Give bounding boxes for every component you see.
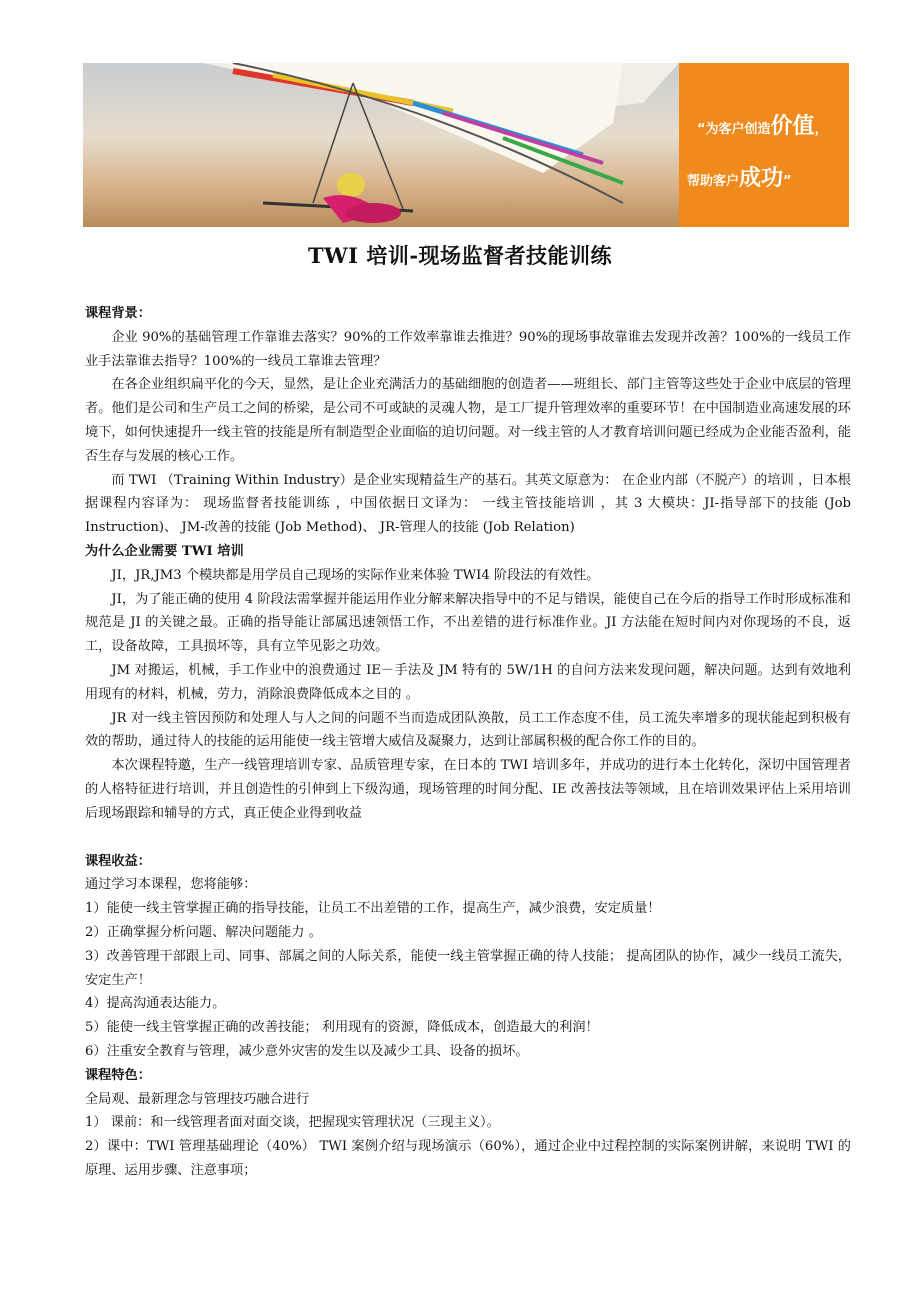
list-item: 1）能使一线主管掌握正确的指导技能，让员工不出差错的工作，提高生产，减少浪费，安定质量！ xyxy=(85,901,661,917)
section-heading-why: 为什么企业需要 TWI 培训 xyxy=(85,543,244,559)
document-body xyxy=(85,302,851,1183)
list-item: 2）正确掌握分析问题、解决问题能力 。 xyxy=(85,924,322,940)
paragraph: 本次课程特邀，生产一线管理培训专家、品质管理专家，在日本的 TWI 培训多年，并成功的进行本土化转化，深切中国管理者的人格特征进行培训，并且创造性的引伸到上下级沟通，现场管理的时间分配、IE 改善技法等领域，且在培训效果评估上采用培训后现场跟踪和辅导的方式，真正使企业得到收益 xyxy=(85,758,851,821)
list-item: 4）提高沟通表达能力。 xyxy=(85,996,226,1012)
slogan-line-1 xyxy=(697,109,828,140)
paragraph: 企业 90%的基础管理工作靠谁去落实？90%的工作效率靠谁去推进？90%的现场事故靠谁去发现并改善？100%的一线员工作业手法靠谁去指导？100%的一线员工靠谁去管理？ xyxy=(85,329,851,369)
header-banner xyxy=(83,63,849,227)
slogan-panel xyxy=(679,63,849,227)
list-item: 6）注重安全教育与管理，减少意外灾害的发生以及减少工具、设备的损坏。 xyxy=(85,1043,529,1059)
section-heading-background: 课程背景： xyxy=(85,306,151,321)
features-intro: 全局观、最新理念与管理技巧融合进行 xyxy=(85,1091,310,1107)
benefits-intro: 通过学习本课程，您将能够： xyxy=(85,877,257,893)
slogan-emphasis: 价值 xyxy=(770,114,815,139)
paragraph: JM 对搬运，机械，手工作业中的浪费通过 IE－手法及 JM 特有的 5W/1H 的自问方法来发现问题，解决问题。达到有效地利用现有的材料，机械，劳力，消除浪费降低成本之目的 。 xyxy=(85,662,851,702)
list-item: 2）课中：TWI 管理基础理论（40%） TWI 案例介绍与现场演示（60%），通过企业中过程控制的实际案例讲解，来说明 TWI 的原理、运用步骤、注意事项； xyxy=(85,1139,851,1178)
page-title: TWI 培训-现场监督者技能训练 xyxy=(307,243,613,268)
paragraph: JR 对一线主管因预防和处理人与人之间的问题不当而造成团队涣散，员工工作态度不佳，员工流失率增多的现状能起到积极有效的帮助，通过待人的技能的运用能使一线主管增大威信及凝聚力，达到让部属积极的配合你工作的目的。 xyxy=(85,710,851,750)
list-item: 1） 课前：和一线管理者面对面交谈，把握现实管理状况（三现主义）。 xyxy=(85,1115,500,1131)
list-item: 5）能使一线主管掌握正确的改善技能； 利用现有的资源，降低成本，创造最大的利润！ xyxy=(85,1020,599,1036)
list-item: 3）改善管理干部跟上司、同事、部属之间的人际关系，能使一线主管掌握正确的待人技能； 提高团队的协作，减少一线员工流失，安定生产！ xyxy=(85,948,851,988)
slogan-emphasis: 成功 xyxy=(739,166,784,191)
slogan-text: “为客户创造 xyxy=(697,122,771,137)
section-heading-features: 课程特色： xyxy=(85,1067,151,1083)
spacer xyxy=(85,826,851,850)
section-heading-benefits: 课程收益： xyxy=(85,853,151,869)
slogan-line-2 xyxy=(687,161,792,192)
slogan-text: 帮助客户 xyxy=(687,174,740,189)
paragraph: JI，JR,JM3 个模块都是用学员自己现场的实际作业来体验 TWI4 阶段法的有效性。 xyxy=(111,567,600,583)
slogan-text: ， xyxy=(814,122,828,137)
paragraph: 在各企业组织扁平化的今天，显然，是让企业充满活力的基础细胞的创造者——班组长、部门主管等这些处于企业中底层的管理者。他们是公司和生产员工之间的桥梁，是公司不可或缺的灵魂人物，是工厂提升管理效率的重要环节！在中国制造业高速发展的环境下，如何快速提升一线主管的技能是所有制造型企业面临的迫切问题。对一线主管的人才教育培训问题已经成为企业能否盈利，能否生存与发展的核心工作。 xyxy=(85,377,851,464)
hang-glider-photo xyxy=(83,63,679,227)
paragraph: 而 TWI （Training Within Industry）是企业实现精益生产的基石。其英文原意为： 在企业内部（不脱产）的培训 ，日本根据课程内容译为： 现场监督者技能训练 ，中国依据日文译为： 一线主管技能培训 ，其 3 大模块：JI-指导部下的技能 (Job Instruction)、 JM-改善的技能 (Job Method)、 JR-管理人的技能 (Job Relation) xyxy=(85,472,851,536)
slogan-text: ” xyxy=(783,174,792,189)
paragraph: JI，为了能正确的使用 4 阶段法需掌握并能运用作业分解来解决指导中的不足与错误，能使自己在今后的指导工作时形成标准和规范是 JI 的关键之最。正确的指导能让部属迅速领悟工作，不出差错的进行标准作业。JI 方法能在短时间内对你现场的不良，返工，设备故障，工具损坏等，具有立竿见影之功效。 xyxy=(85,591,851,655)
